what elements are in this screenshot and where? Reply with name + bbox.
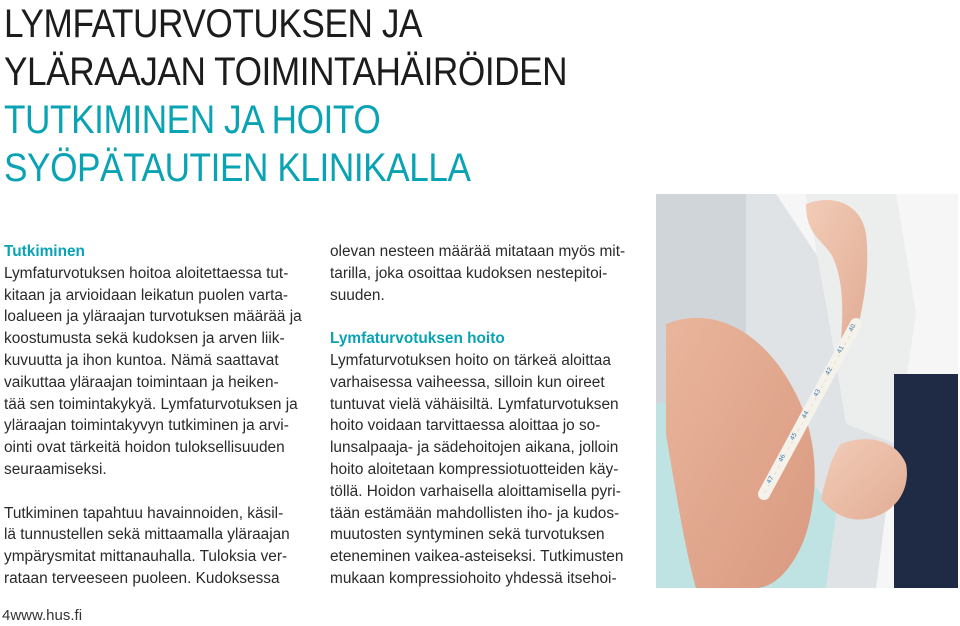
text-line: lunsalpaaja- ja sädehoitojen aikana, jolloin (330, 439, 619, 457)
text-line: kuvuutta ja ihon kuntoa. Nämä saattavat (4, 351, 279, 369)
tape-mark: 47 (765, 474, 776, 485)
text-line: yläraajan toimintakyvyn tutkiminen ja arvi- (4, 417, 289, 435)
text-line: tarilla, joka osoittaa kudoksen nestepitoi- (330, 264, 608, 282)
tape-mark: 42 (824, 366, 834, 377)
text-line: ympärysmitat mittanauhalla. Tuloksia ver- (4, 548, 288, 566)
title-line-2: YLÄRAAJAN TOIMINTAHÄIRÖIDEN (4, 50, 568, 94)
text-line: töllä. Hoidon varhaisella aloittamisella pyri- (330, 482, 621, 500)
text-line: eteneminen vaikea-asteiseksi. Tutkimusten (330, 548, 624, 566)
text-line: tää sen toimintakykyä. Lymfaturvotuksen ja (4, 395, 298, 413)
section-heading-hoito: Lymfaturvotuksen hoito (330, 330, 505, 348)
title-line-4: SYÖPÄTAUTIEN KLINIKALLA (4, 146, 471, 190)
section-heading-tutkiminen: Tutkiminen (4, 243, 85, 260)
text-line: koostumusta sekä kudoksen ja arven liik- (4, 330, 285, 348)
tape-mark: 40 (847, 322, 858, 333)
text-line: tään estämään mahdollisten iho- ja kudos- (330, 504, 620, 522)
text-line: olevan nesteen määrää mitataan myös mit- (330, 243, 626, 260)
text-line: muutosten syntyminen sekä turvotuksen (330, 526, 605, 544)
text-line: varhaisessa vaiheessa, silloin kun oireet (330, 373, 605, 391)
paragraph-3 (330, 241, 630, 306)
text-line: loalueen ja yläraajan turvotuksen määrää ja (4, 308, 302, 326)
title-line-3: TUTKIMINEN JA HOITO (4, 98, 381, 142)
text-line: Tutkiminen tapahtuu havainnoiden, käsil- (4, 504, 284, 522)
text-line: seuraamiseksi. (4, 460, 107, 478)
paragraph-2 (4, 503, 304, 590)
text-line: suuden. (330, 286, 385, 304)
text-line: Lymfaturvotuksen hoitoa aloitettaessa tut- (4, 264, 289, 282)
page-title (4, 0, 567, 192)
footer-url: www.hus.fi (10, 607, 83, 624)
paragraph-1 (4, 263, 304, 481)
text-line: Lymfaturvotuksen hoito on tärkeä aloittaa (330, 351, 611, 369)
text-line: vaikuttaa yläraajan toimintaan ja heiken- (4, 373, 279, 391)
title-line-1: LYMFATURVOTUKSEN JA (4, 2, 423, 46)
photo-illustration (656, 194, 958, 588)
text-line: hoito aloitetaan kompressiotuotteiden käy- (330, 460, 619, 478)
photo-measuring-arm (656, 194, 958, 588)
footer (2, 607, 82, 624)
tape-mark: 45 (788, 431, 799, 442)
text-column-middle (330, 241, 630, 590)
text-line: hoito voidaan tarvittaessa aloittaa jo so- (330, 417, 601, 435)
text-line: lä tunnustellen sekä mittaamalla yläraajan (4, 526, 290, 544)
tape-mark: 41 (835, 344, 846, 355)
paragraph-4 (330, 350, 630, 590)
text-line: rataan terveeseen puoleen. Kudoksessa (4, 569, 280, 587)
text-line: tuntuvat vielä vähäisiltä. Lymfaturvotuksen (330, 395, 619, 413)
page-number: 4 (2, 607, 11, 624)
text-line: mukaan kompressiohoito yhdessä itsehoi- (330, 569, 617, 587)
tape-mark: 44 (800, 409, 811, 420)
tape-mark: 46 (777, 453, 788, 464)
text-line: kitaan ja arvioidaan leikatun puolen varta- (4, 286, 289, 304)
text-column-left (4, 241, 304, 590)
tape-mark: 43 (812, 388, 823, 399)
text-line: ointi ovat tärkeitä hoidon tuloksellisuuden (4, 439, 285, 457)
